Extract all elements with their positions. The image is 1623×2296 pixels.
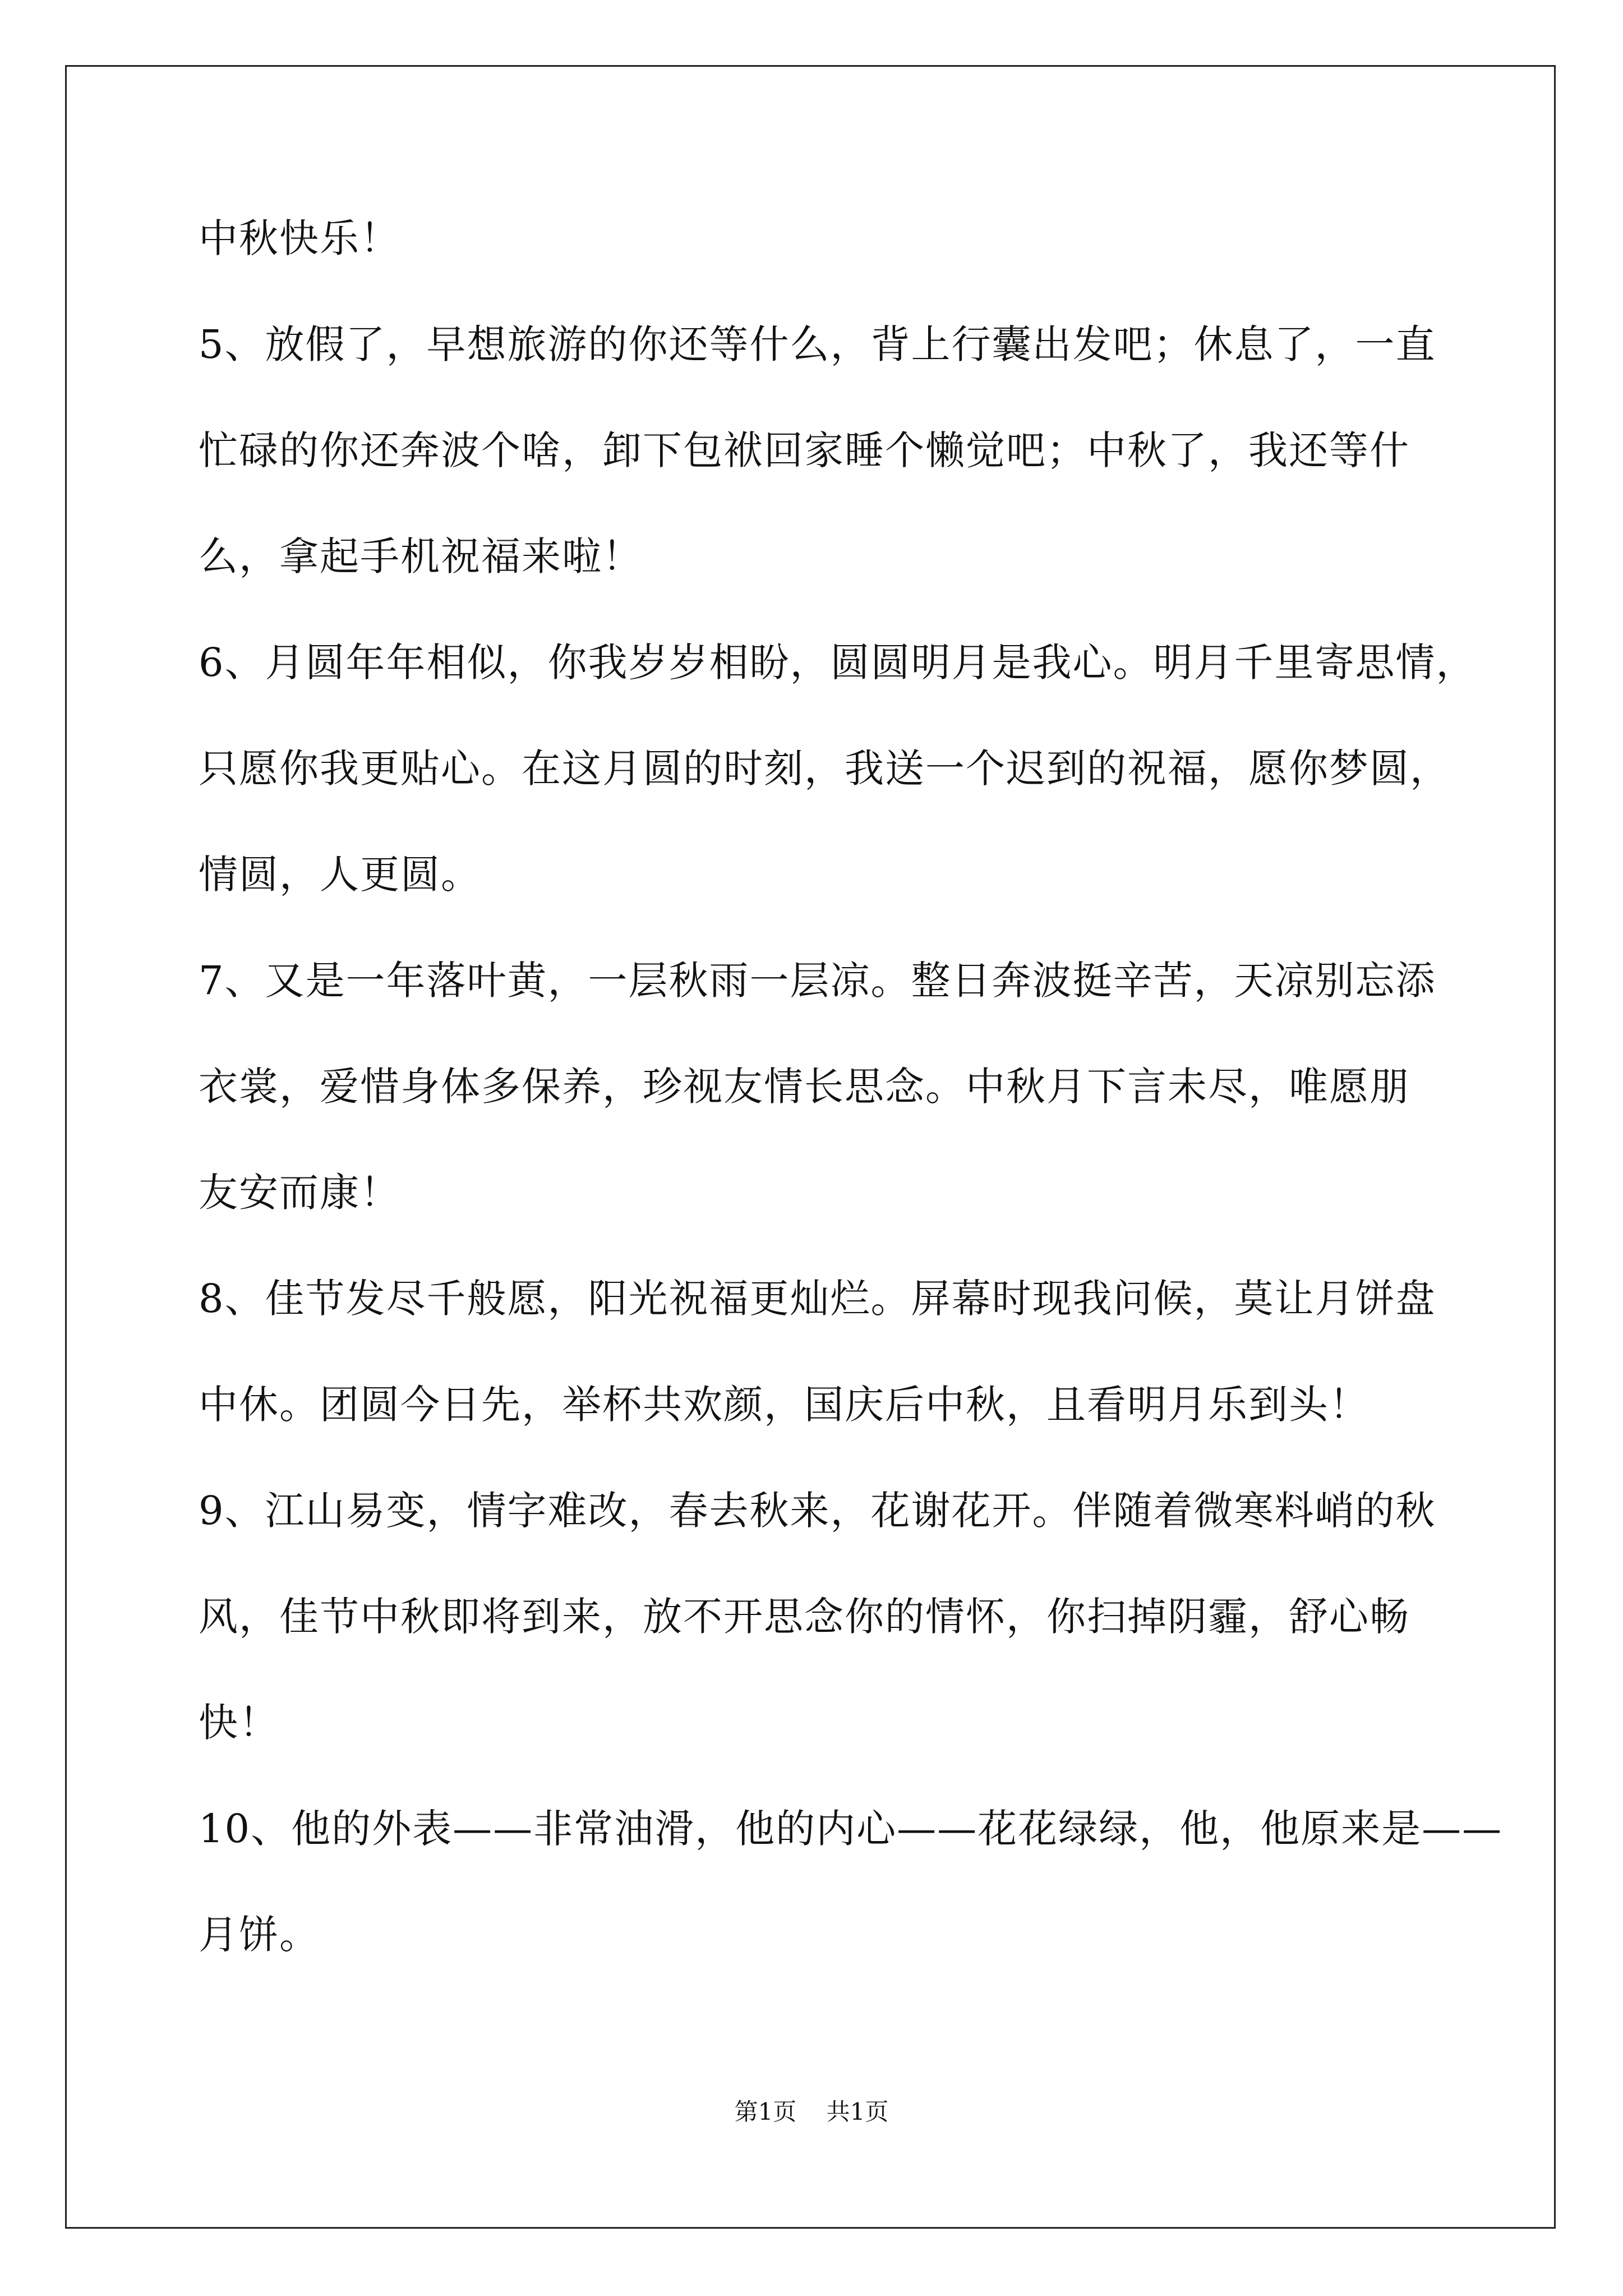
text-line: 7、又是一年落叶黄，一层秋雨一层凉。整日奔波挺辛苦，天凉别忘添: [199, 958, 1436, 1004]
page-footer: [0, 2095, 1623, 2129]
text-line: 情圆，人更圆。: [199, 852, 481, 898]
text-line: 10、他的外表——非常油滑，他的内心——花花绿绿，他，他原来是——: [199, 1806, 1503, 1852]
text-line: 衣裳，爱惜身体多保养，珍视友情长思念。中秋月下言未尽，唯愿朋: [199, 1064, 1410, 1110]
page-number-total: 共1页: [826, 2098, 889, 2125]
text-line: 8、佳节发尽千般愿，阳光祝福更灿烂。屏幕时现我问候，莫让月饼盘: [199, 1276, 1436, 1322]
page-number-current: 第1页: [734, 2098, 797, 2125]
text-line: 么，拿起手机祝福来啦！: [199, 533, 643, 579]
text-line: 忙碌的你还奔波个啥，卸下包袱回家睡个懒觉吧；中秋了，我还等什: [199, 427, 1410, 473]
text-line: 月饼。: [199, 1912, 320, 1958]
text-line: 风，佳节中秋即将到来，放不开思念你的情怀，你扫掉阴霾，舒心畅: [199, 1594, 1410, 1640]
text-line: 快！: [199, 1700, 279, 1746]
text-line: 9、江山易变，情字难改，春去秋来，花谢花开。伴随着微寒料峭的秋: [199, 1488, 1436, 1534]
text-line: 中秋快乐！: [199, 215, 400, 261]
page-border: [65, 65, 1556, 2229]
text-line: 5、放假了，早想旅游的你还等什么，背上行囊出发吧；休息了，一直: [199, 321, 1436, 367]
text-line: 只愿你我更贴心。在这月圆的时刻，我送一个迟到的祝福，愿你梦圆，: [199, 746, 1450, 792]
text-line: 友安而康！: [199, 1170, 400, 1216]
text-line: 中休。团圆今日先，举杯共欢颜，国庆后中秋，且看明月乐到头！: [199, 1382, 1370, 1428]
text-line: 6、月圆年年相似，你我岁岁相盼，圆圆明月是我心。明月千里寄思情，: [199, 639, 1477, 685]
